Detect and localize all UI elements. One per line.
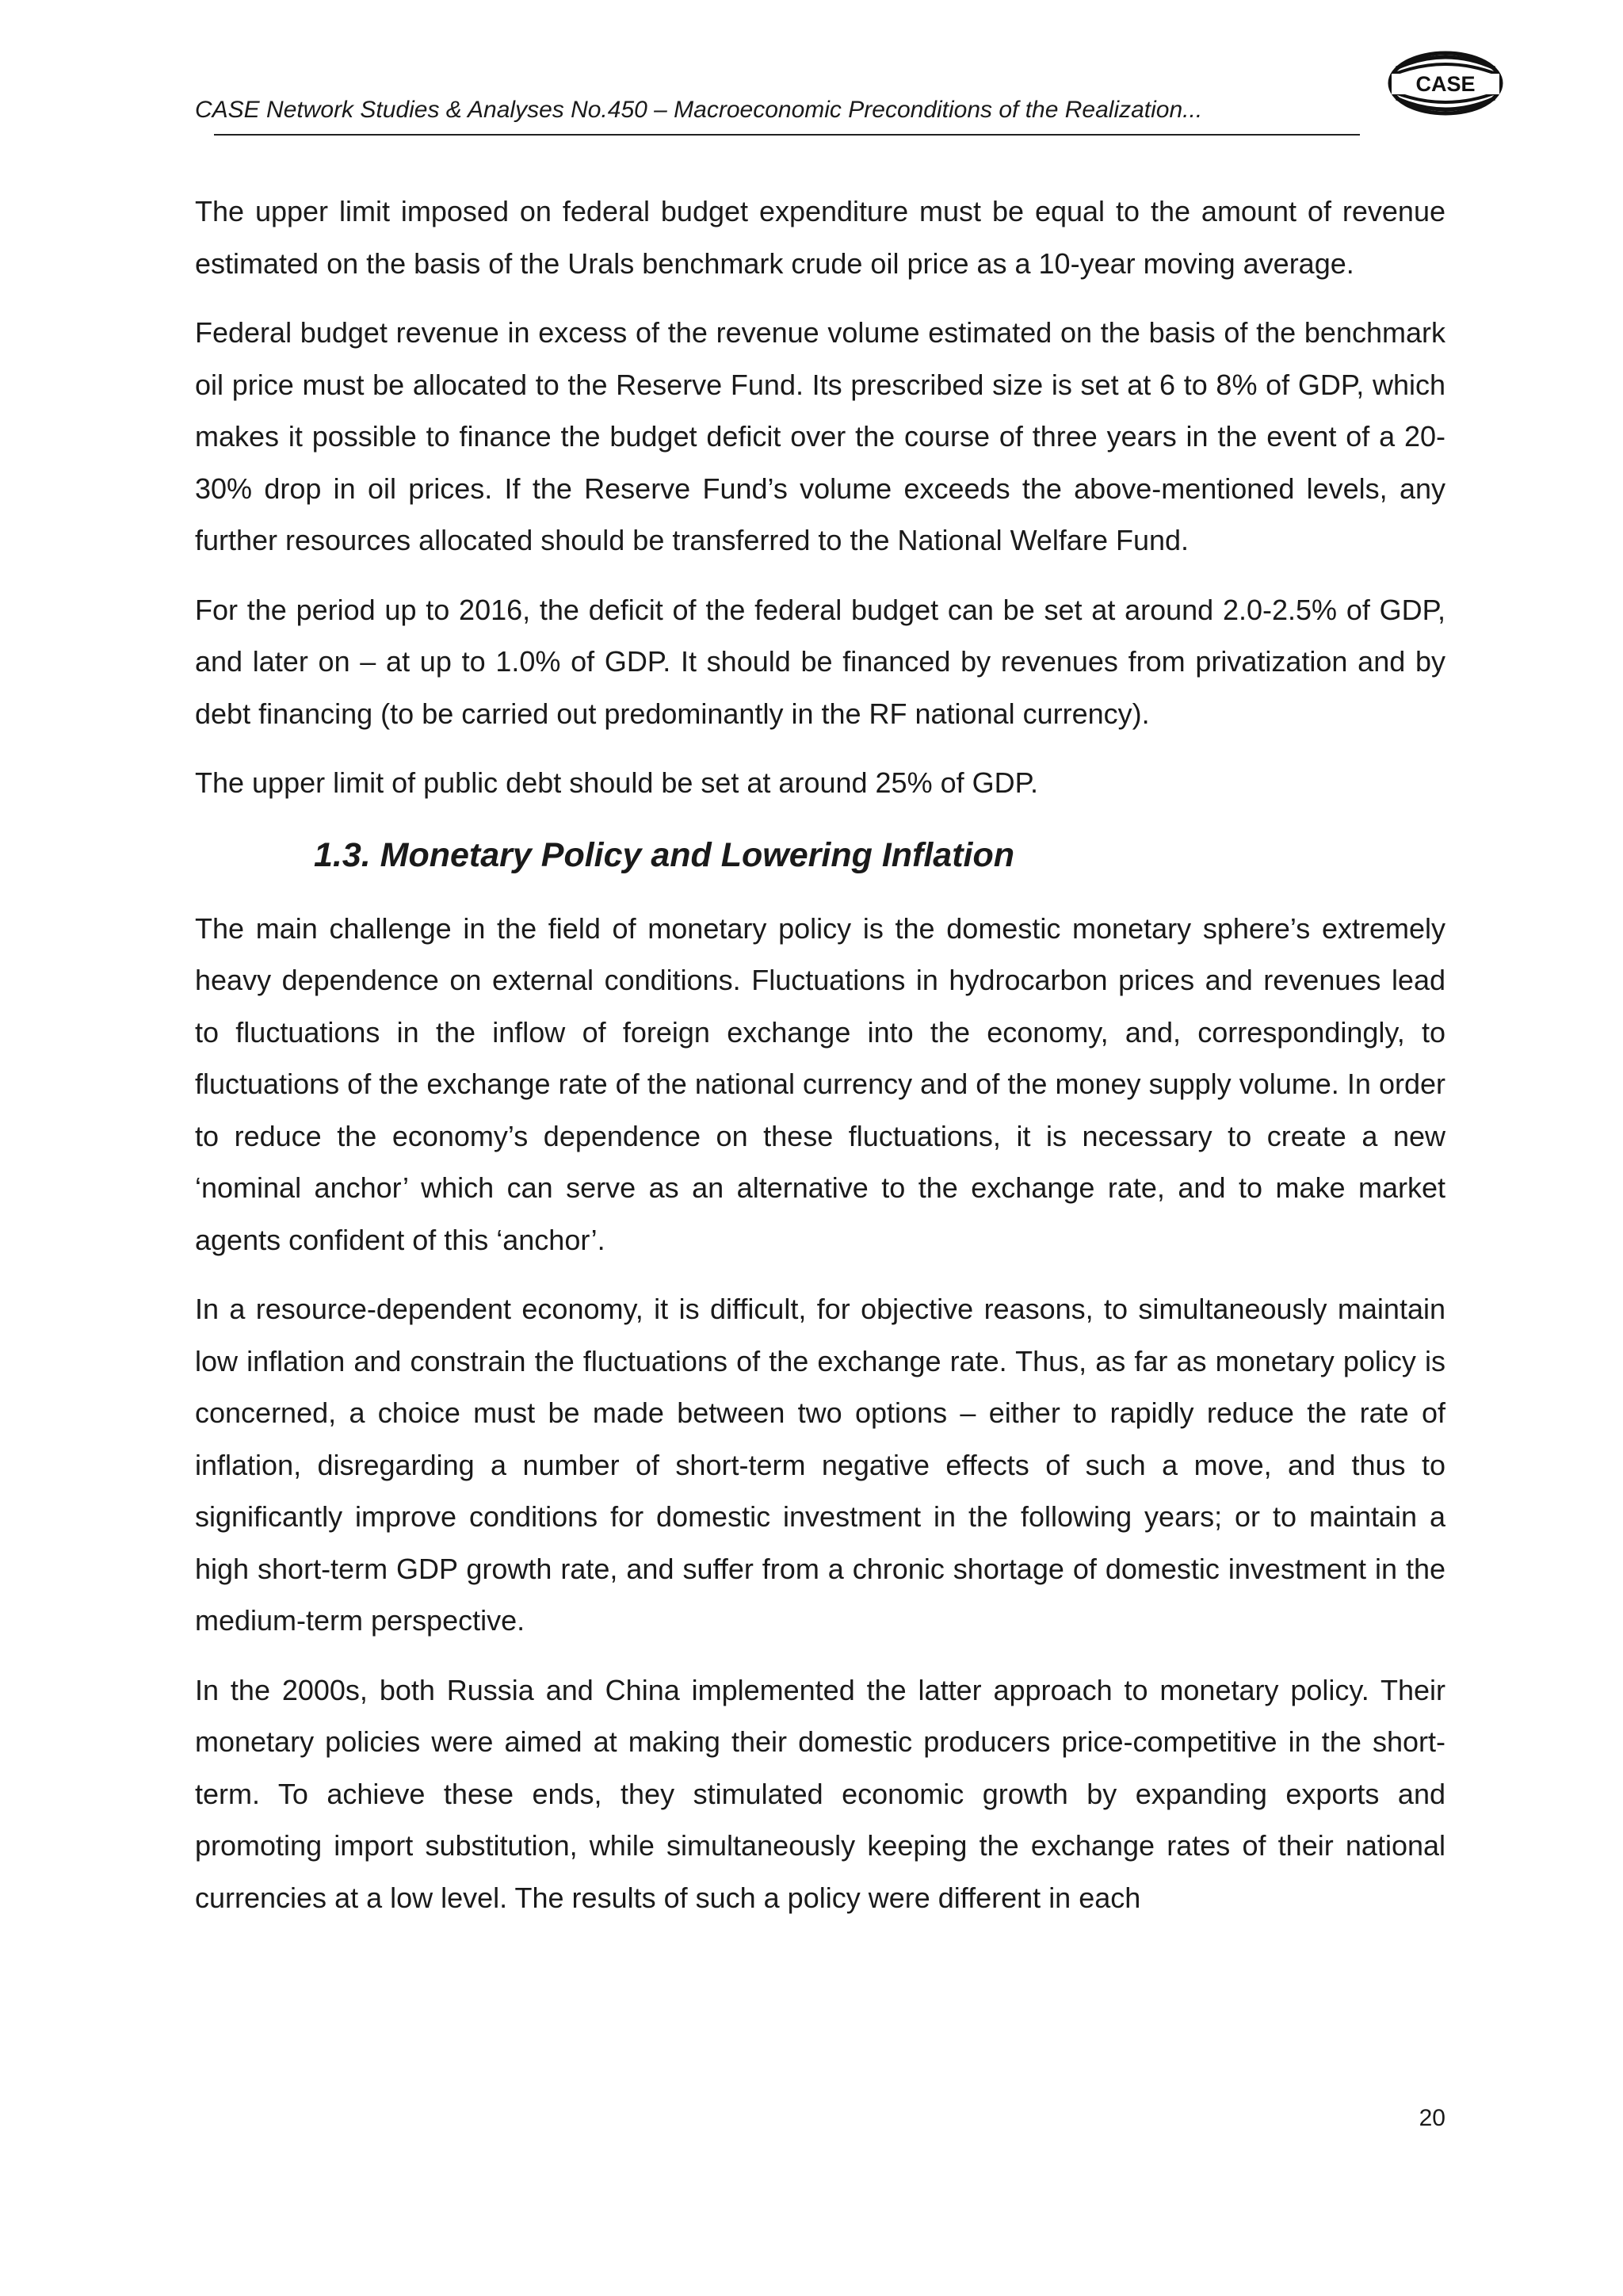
paragraph: For the period up to 2016, the deficit of the federal budget can be set at around 2.0-2.5% of GDP, and later on – at up to 1.0% of GDP. It should be financed by revenues from privatization and by debt financing (to be carried out predominantly in the RF national currency). [195,593,1445,730]
paragraph: The upper limit of public debt should be set at around 25% of GDP. [195,766,1038,799]
header-rule [214,134,1360,136]
paragraph: In a resource-dependent economy, it is difficult, for objective reasons, to simultaneously maintain low inflation and constrain the fluctuations of the exchange rate. Thus, as far as monetary policy is concerned, a choice must be made between two options – either to rapidly reduce the rate of inflation, disregarding a number of short-term negative effects of such a move, and thus to significantly improve conditions for domestic investment in the following years; or to maintain a high short-term GDP growth rate, and suffer from a chronic shortage of domestic investment in the medium-term perspective. [195,1293,1445,1637]
paragraph: Federal budget revenue in excess of the revenue volume estimated on the basis of the benchmark oil price must be allocated to the Reserve Fund. Its prescribed size is set at 6 to 8% of GDP, which makes it possible to finance the budget deficit over the course of three years in the event of a 20-30% drop in oil prices. If the Reserve Fund’s volume exceeds the above-mentioned levels, any further resources allocated should be transferred to the National Welfare Fund. [195,316,1445,556]
paragraph: The main challenge in the field of monetary policy is the domestic monetary sphere’s extremely heavy dependence on external conditions. Fluctuations in hydrocarbon prices and revenues lead to fluctuations in the inflow of foreign exchange into the economy, and, correspondingly, to fluctuations of the exchange rate of the national currency and of the money supply volume. In order to reduce the economy’s dependence on these fluctuations, it is necessary to create a new ‘nominal anchor’ which can serve as an alternative to the exchange rate, and to make market agents confident of this ‘anchor’. [195,911,1445,1256]
case-logo-icon [1385,49,1506,117]
main-text [195,185,1445,1941]
case-logo [1385,49,1506,117]
page-header [195,89,1360,138]
section-heading: 1.3. Monetary Policy and Lowering Inflation [314,835,1015,874]
paragraph: The upper limit imposed on federal budget expenditure must be equal to the amount of revenue estimated on the basis of the Urals benchmark crude oil price as a 10-year moving average. [195,195,1445,280]
logo-text: CASE [1415,72,1476,96]
paragraph: In the 2000s, both Russia and China implemented the latter approach to monetary policy. Their monetary policies were aimed at making their domestic producers price-competitive in the short-term. To achieve these ends, they stimulated economic growth by expanding exports and promoting import substitution, while simultaneously keeping the exchange rates of their national currencies at a low level. The results of such a policy were different in each [195,1673,1445,1914]
running-title: CASE Network Studies & Analyses No.450 – Macroeconomic Preconditions of the Realization... [195,97,1203,123]
page-number: 20 [1419,2105,1445,2131]
